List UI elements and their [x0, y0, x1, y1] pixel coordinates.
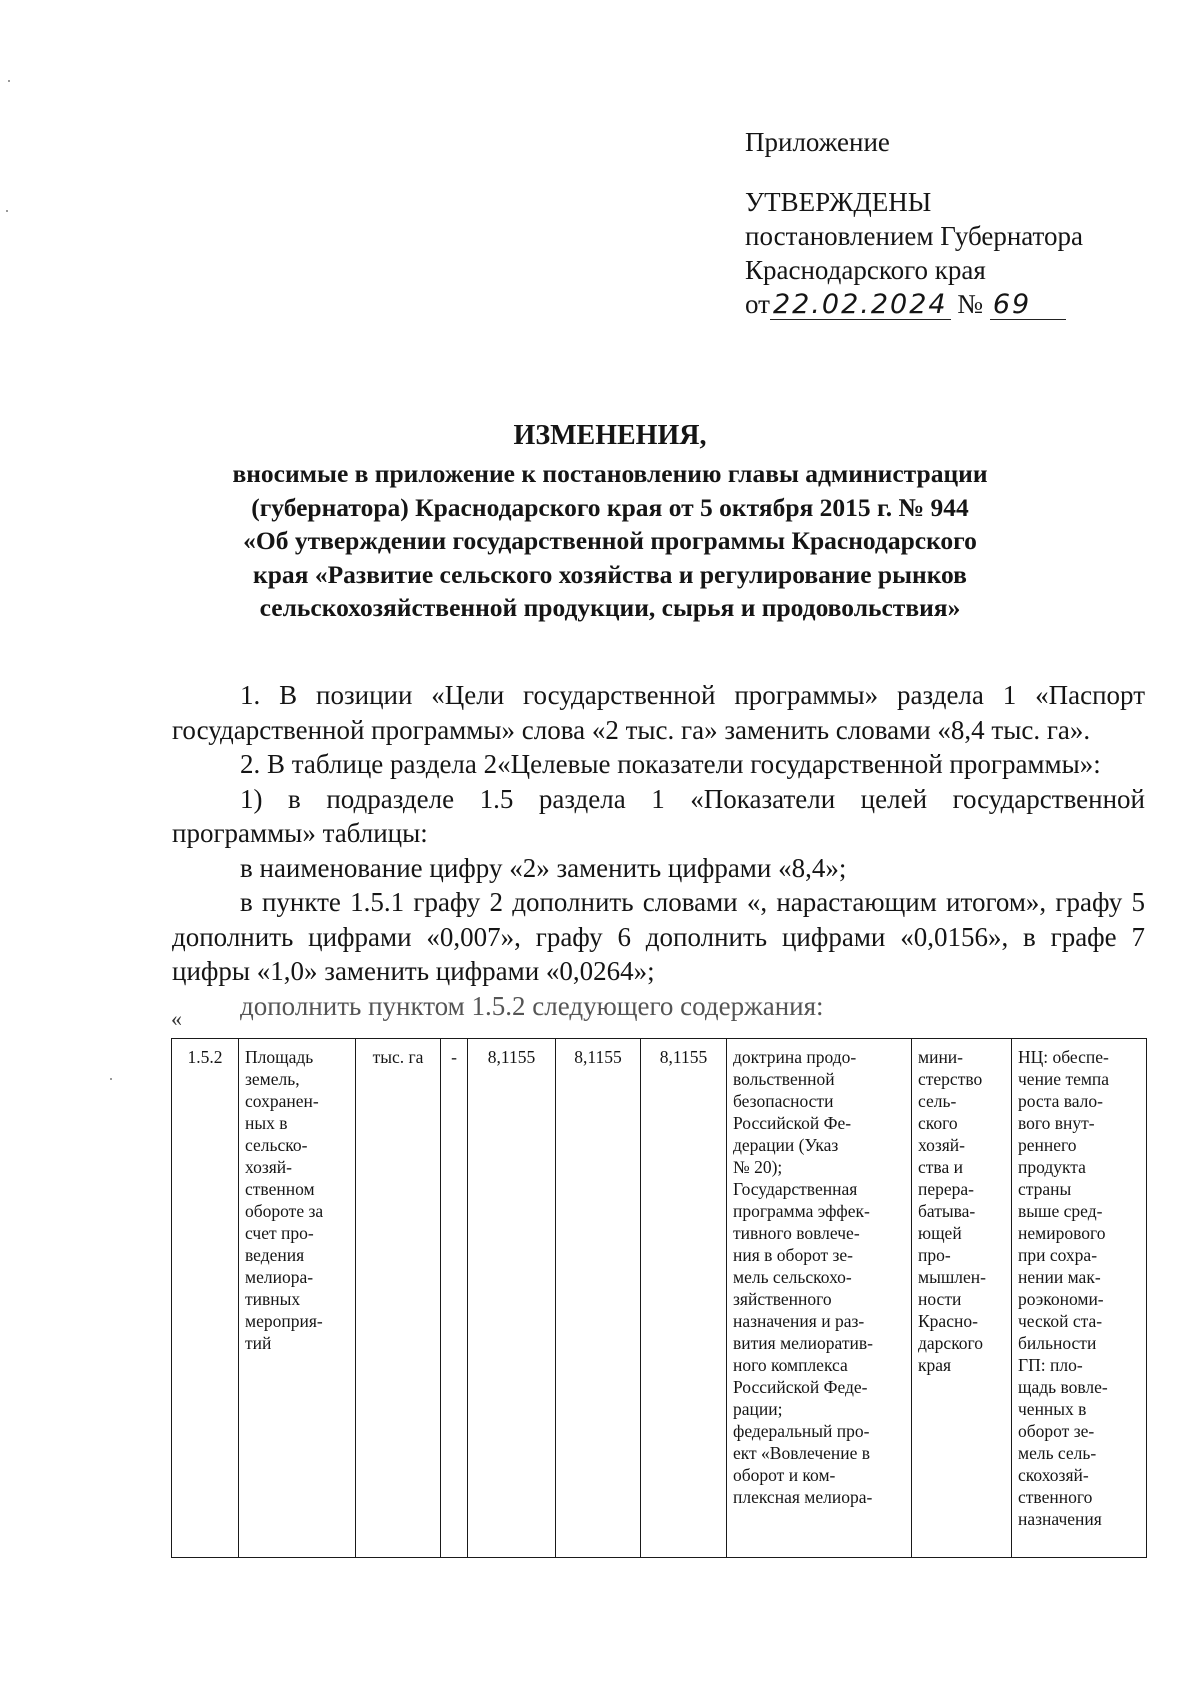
scan-speck	[8, 80, 10, 82]
cell-goal	[1012, 1039, 1147, 1558]
indicator-name-text: Площадь земель, сохранен- ных в сельско- хозяй- ственном обороте за счет про- ведения мелиора- тивных мероприя- тий	[245, 1047, 324, 1353]
handwritten-date: 22.02.2024	[770, 291, 951, 320]
paragraph-1: 1. В позиции «Цели государственной программы» раздела 1 «Паспорт государственной программы» слова «2 тыс. га» заменить словами «8,4 тыс. га».	[172, 680, 1145, 745]
number-sign: №	[957, 289, 984, 319]
cell-basis	[727, 1039, 912, 1558]
cell-unit: тыс. га	[356, 1039, 441, 1558]
goal-text: НЦ: обеспе- чение темпа роста вало- вого внут- реннего продукта страны выше сред- немирового при сохра- нении мак- роэкономи- ческой ста- бильности ГП: пло- щадь вовле- ченных в оборот зе- мель сель- скохозяй- ственного назначения	[1018, 1047, 1110, 1529]
cell-indicator-name	[239, 1039, 356, 1558]
cell-ministry	[912, 1039, 1012, 1558]
title-main: ИЗМЕНЕНИЯ,	[513, 420, 707, 451]
title-line: (губернатора) Краснодарского края от 5 октября 2015 г. № 944	[251, 492, 969, 522]
appendix-label: Приложение	[745, 127, 890, 157]
cell-number: 1.5.2	[172, 1039, 239, 1558]
table-row	[172, 1039, 1147, 1558]
paragraph-2: 2. В таблице раздела 2«Целевые показатели государственной программы»:	[240, 749, 1101, 779]
document-title	[150, 418, 1070, 625]
paragraph-4: в наименование цифру «2» заменить цифрами «8,4»;	[240, 852, 847, 883]
cell-value-3: 8,1155	[641, 1039, 727, 1558]
basis-text: доктрина продо- вольственной безопасности Российской Фе- дерации (Указ № 20); Государственная программа эффек- тивного вовлече- ния в оборот зе- мель сельскохо- зяйственного назначения и раз- вития мелиоратив- ного комплекса Российской Феде- рации; федеральный про- ект «Вовлечение в оборот и ком- плексная мелиора-	[733, 1047, 873, 1507]
scan-speck	[6, 210, 8, 212]
paragraph-3: 1) в подразделе 1.5 раздела 1 «Показатели целей государственной программы» таблицы:	[172, 783, 1145, 848]
date-number-line	[745, 287, 1083, 321]
title-line: вносимые в приложение к постановлению главы администрации	[232, 459, 988, 488]
document-body	[172, 678, 1145, 1023]
handwritten-number: 69	[990, 291, 1066, 320]
ministry-text: мини- стерство сель- ского хозяй- ства и перера- батыва- ющей про- мышлен- ности Красно- дарского края	[918, 1047, 987, 1375]
paragraph-5: в пункте 1.5.1 графу 2 дополнить словами «, нарастающим итогом», графу 5 дополнить цифрами «0,007», графу 6 дополнить цифрами «0,0156», в графе 7 цифры «1,0» заменить цифрами «0,0264»;	[172, 887, 1145, 986]
title-line: края «Развитие сельского хозяйства и регулирование рынков	[253, 559, 967, 589]
cell-value-2: 8,1155	[556, 1039, 641, 1558]
cell-value-1: 8,1155	[468, 1039, 556, 1558]
title-line: «Об утверждении государственной программы Краснодарского	[243, 526, 977, 555]
approved-by-line2: Краснодарского края	[745, 255, 986, 285]
indicator-table	[171, 1038, 1147, 1558]
paragraph-6: дополнить пунктом 1.5.2 следующего содержания:	[240, 990, 824, 1021]
approval-stamp-block	[745, 125, 1083, 321]
open-quote-mark: «	[171, 1006, 182, 1031]
approved-by-line1: постановлением Губернатора	[745, 221, 1083, 251]
approved-label: УТВЕРЖДЕНЫ	[745, 187, 932, 217]
cell-dash: -	[441, 1039, 468, 1558]
title-line: сельскохозяйственной продукции, сырья и продовольствия»	[259, 593, 961, 622]
scan-speck	[110, 1078, 112, 1080]
date-prefix: от	[745, 289, 770, 319]
